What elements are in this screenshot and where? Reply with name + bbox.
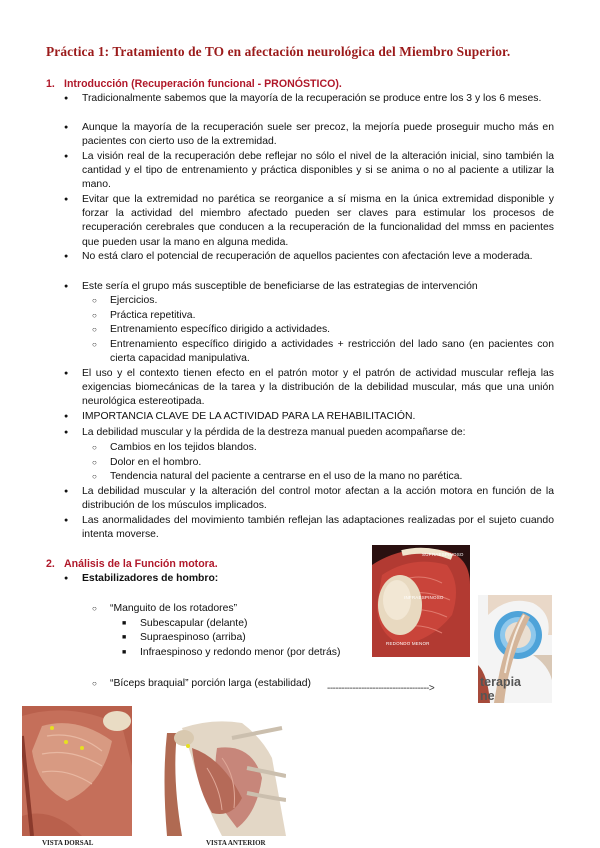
list-item: ● IMPORTANCIA CLAVE DE LA ACTIVIDAD PARA LA REHABILITACIÓN. (82, 410, 554, 424)
rotator-cuff-label: ○ “Manguito de los rotadores” (110, 602, 330, 616)
sub-list-item: ○ Entrenamiento específico dirigido a actividades. (110, 323, 554, 337)
list-item: ● Evitar que la extremidad no parética se reorganice a sí misma en la única extremidad disponible y forzar la actividad del miembro afectado pueden ser claves para estimular los procesos de recuperación cerebrales que conducen a la recuperación de la funcionalidad del mmss en pacientes que pueden usar la mano en alguna medida. (82, 193, 554, 250)
section-1-title: Introducción (Recuperación funcional - PRONÓSTICO). (64, 78, 342, 90)
stabilizers-label: ● Estabilizadores de hombro: (82, 572, 332, 586)
list-item: ● Este sería el grupo más susceptible de beneficiarse de las estrategias de intervención (82, 280, 554, 294)
section-1-number: 1. (46, 78, 55, 90)
list-item: ● La debilidad muscular y la pérdida de la destreza manual pueden acompañarse de: (82, 426, 554, 440)
section-2-title: Análisis de la Función motora. (64, 558, 218, 570)
teres-minor-label: REDONDO MENOR (386, 641, 430, 646)
sub-list-item: ○ Dolor en el hombro. (110, 456, 554, 470)
biceps-label: ○ “Bíceps braquial” porción larga (estabilidad) (110, 677, 340, 691)
section-2-heading (46, 558, 218, 570)
list-item: ● Tradicionalmente sabemos que la mayoría de la recuperación se produce entre los 3 y los 6 meses. (82, 92, 554, 106)
list-item: ● Las anormalidades del movimiento también reflejan las adaptaciones realizadas por el sujeto cuando intenta moverse. (82, 514, 554, 542)
anterior-view-illustration (162, 718, 286, 836)
rotator-cuff-item: ■ Subescapular (delante) (140, 617, 440, 631)
infraspinatus-label: INFRAESPINOSO (404, 595, 444, 600)
watermark-text-2: ne (480, 689, 495, 703)
section-1-heading (46, 78, 342, 90)
watermark-text: terapia (480, 675, 521, 689)
sub-list-item: ○ Ejercicios. (110, 294, 554, 308)
sub-list-item: ○ Tendencia natural del paciente a centrarse en el uso de la mano no parética. (110, 470, 554, 484)
sub-list-item: ○ Entrenamiento específico dirigido a actividades + restricción del lado sano (en pacientes con cierta capacidad manipulativa. (110, 338, 554, 366)
caption-dorsal: VISTA DORSAL (42, 839, 94, 847)
sub-list-item: ○ Práctica repetitiva. (110, 309, 554, 323)
shoulder-muscles-figure (372, 545, 470, 657)
rotator-cuff-item: ■ Supraespinoso (arriba) (140, 631, 440, 645)
rotator-cuff-item: ■ Infraespinoso y redondo menor (por detrás) (140, 646, 440, 660)
arrow-connector: ------------------------------------> (327, 683, 435, 694)
anterior-view-figure (162, 718, 286, 836)
list-item: ● El uso y el contexto tienen efecto en el patrón motor y el patrón de actividad muscular refleja las exigencias biomecánicas de la tarea y la distribución de la debilidad muscular, más que una unión neurológica estereotipada. (82, 367, 554, 410)
sub-list-item: ○ Cambios en los tejidos blandos. (110, 441, 554, 455)
section-2-number: 2. (46, 558, 55, 570)
list-item: ● Aunque la mayoría de la recuperación suele ser precoz, la mejoría puede proseguir mucho más en pacientes con cierto uso de la extremidad. (82, 121, 554, 149)
dorsal-view-figure (22, 706, 132, 836)
list-item: ● La visión real de la recuperación debe reflejar no sólo el nivel de la alteración inicial, sino también la cantidad y el tipo de entrenamiento y práctica disponibles y si se anima o no al paciente a utilizar la mano. (82, 150, 554, 193)
biceps-tendon-figure (478, 595, 552, 703)
list-item: ● La debilidad muscular y la alteración del control motor afectan a la acción motora en función de la distribución de los músculos implicados. (82, 485, 554, 513)
supraspinatus-label: SUPRAESPINOSO (422, 552, 464, 557)
caption-anterior: VISTA ANTERIOR (206, 839, 266, 847)
page-title: Práctica 1: Tratamiento de TO en afectación neurológica del Miembro Superior. (46, 44, 511, 59)
list-item: ● No está claro el potencial de recuperación de aquellos pacientes con afectación leve a moderada. (82, 250, 554, 264)
dorsal-view-illustration (22, 706, 132, 836)
